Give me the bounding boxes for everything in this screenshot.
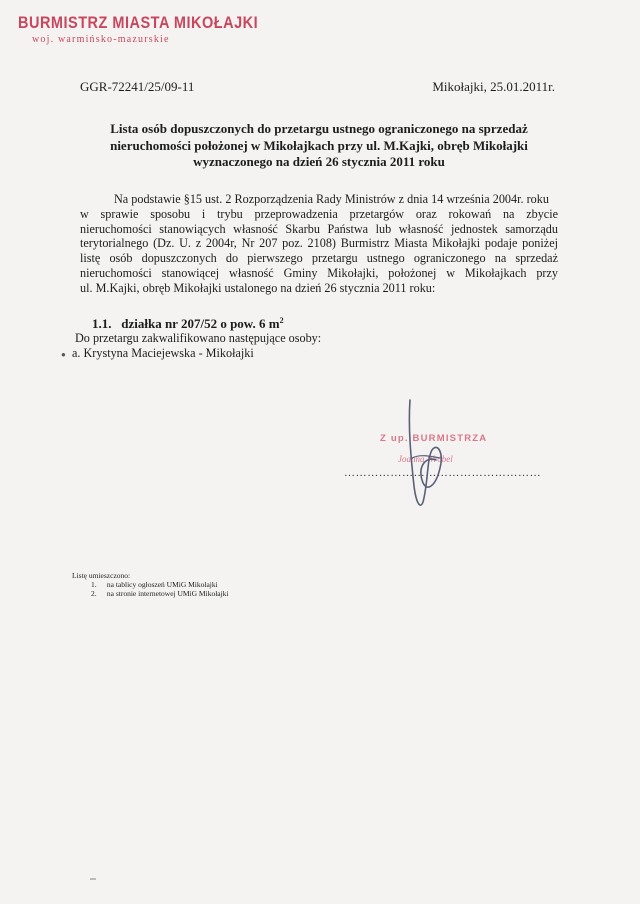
posting-note [72, 571, 229, 598]
title-line: Lista osób dopuszczonych do przetargu ustnego ograniczonego na sprzedaż [110, 121, 528, 136]
qualified-person: a. Krystyna Maciejewska - Mikołajki [72, 346, 254, 360]
place-date: Mikołajki, 25.01.2011r. [432, 79, 555, 94]
document-title [80, 121, 558, 171]
posting-note-intro: Listę umieszczono: [72, 571, 131, 580]
body-line: Na podstawie §15 ust. 2 Rozporządzenia Rady Ministrów z dnia 14 września 2004r. roku [114, 192, 549, 206]
reference-number: GGR-72241/25/09-11 [80, 79, 195, 94]
body-line: nieruchomości stanowiącej własność Gminy Mikołajki, położonej w Mikołajkach przy [80, 265, 558, 280]
margin-dot-icon: ● [61, 350, 66, 359]
body-line: listę osób dopuszczonych do pierwszego przetargu ustnego ograniczonego na sprzedaż [80, 251, 558, 266]
parcel-description: działka nr 207/52 o pow. 6 m [121, 316, 280, 331]
signature-stamp-name: Joanna Wróbel [398, 454, 453, 464]
parcel-number: 1.1. [92, 316, 112, 331]
title-line: nieruchomości położonej w Mikołajkach przy ul. M.Kajki, obręb Mikołajki [110, 137, 528, 153]
area-exponent: 2 [279, 316, 284, 325]
scan-speck [90, 878, 96, 880]
handwritten-signature-icon [392, 398, 462, 518]
posting-list-item [91, 589, 229, 598]
posting-list [72, 580, 229, 598]
stamp-region: woj. warmińsko-mazurskie [32, 34, 170, 45]
body-line: ul. M.Kajki, obręb Mikołajki ustalonego na dzień 26 stycznia 2011 roku: [80, 280, 436, 295]
posting-item-number: 1. [91, 580, 97, 589]
title-line: wyznaczonego na dzień 26 stycznia 2011 roku [193, 154, 445, 169]
posting-item-text: na stronie internetowej UMiG Mikołajki [106, 589, 229, 598]
body-line: w sprawie sposobu i trybu przeprowadzenia przetargów oraz rokowań na zbycie [80, 206, 558, 221]
body-paragraph [80, 192, 558, 296]
posting-item-number: 2. [91, 589, 97, 598]
stamp-authority: BURMISTRZ MIASTA MIKOŁAJKI [18, 14, 259, 33]
signature-stamp-title: Z up. BURMISTRZA [380, 433, 488, 444]
body-line: nieruchomości stanowiących własność Skarbu Państwa lub własność jednostek samorządu [80, 221, 558, 236]
qualified-intro: Do przetargu zakwalifikowano następujące osoby: [75, 331, 322, 345]
header-stamp [18, 14, 259, 45]
body-line: terytorialnego (Dz. U. z 2004r, Nr 207 poz. 2108) Burmistrz Miasta Mikołajki podaje poniżej [80, 236, 558, 251]
posting-list-item [91, 580, 229, 589]
signature-line: …………………………………………… [344, 467, 542, 479]
parcel-heading [92, 316, 284, 332]
posting-item-text: na tablicy ogłoszeń UMiG Mikołajki [106, 580, 218, 589]
